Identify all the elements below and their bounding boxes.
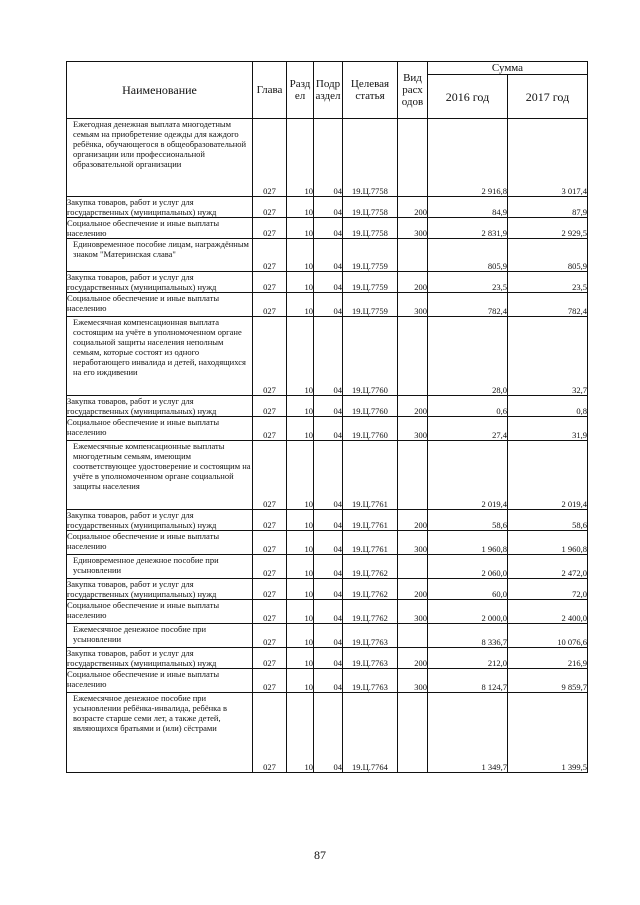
cell-razdel: 10	[287, 531, 314, 555]
table-row	[67, 293, 588, 317]
table-row	[67, 531, 588, 555]
cell-y2016: 28,0	[428, 317, 508, 396]
cell-razdel: 10	[287, 293, 314, 317]
cell-y2016: 805,9	[428, 239, 508, 272]
cell-y2016: 212,0	[428, 648, 508, 669]
cell-glava: 027	[253, 510, 287, 531]
cell-vid	[398, 317, 428, 396]
cell-vid	[398, 693, 428, 773]
cell-y2017: 72,0	[508, 579, 588, 600]
col-header-vid: Вид расх одов	[398, 62, 428, 119]
cell-glava: 027	[253, 317, 287, 396]
cell-razdel: 10	[287, 579, 314, 600]
cell-vid	[398, 119, 428, 197]
col-header-2016: 2016 год	[428, 75, 508, 119]
cell-glava: 027	[253, 579, 287, 600]
cell-podrazdel: 04	[314, 293, 343, 317]
cell-name: Ежегодная денежная выплата многодетным семьям на приобретение одежды для каждого ребёнка, обучающегося в общеобразовательной организации или профессиональной образовательной организации	[67, 119, 253, 197]
cell-razdel: 10	[287, 624, 314, 648]
cell-glava: 027	[253, 239, 287, 272]
cell-name: Социальное обеспечение и иные выплаты населению	[67, 531, 253, 555]
cell-target: 19.Ц.7759	[343, 293, 398, 317]
col-header-summa: Сумма	[428, 62, 588, 75]
cell-target: 19.Ц.7762	[343, 555, 398, 579]
cell-target: 19.Ц.7764	[343, 693, 398, 773]
cell-vid	[398, 441, 428, 510]
cell-name: Единовременное пособие лицам, награждённым знаком "Материнская слава"	[67, 239, 253, 272]
cell-y2017: 87,9	[508, 197, 588, 218]
cell-vid: 200	[398, 197, 428, 218]
cell-name: Закупка товаров, работ и услуг для государственных (муниципальных) нужд	[67, 510, 253, 531]
cell-vid	[398, 239, 428, 272]
cell-name: Закупка товаров, работ и услуг для государственных (муниципальных) нужд	[67, 396, 253, 417]
cell-y2017: 2 929,5	[508, 218, 588, 239]
cell-podrazdel: 04	[314, 396, 343, 417]
cell-glava: 027	[253, 197, 287, 218]
cell-y2016: 58,6	[428, 510, 508, 531]
cell-y2016: 782,4	[428, 293, 508, 317]
cell-glava: 027	[253, 693, 287, 773]
cell-vid: 300	[398, 417, 428, 441]
cell-razdel: 10	[287, 197, 314, 218]
cell-target: 19.Ц.7761	[343, 531, 398, 555]
cell-razdel: 10	[287, 239, 314, 272]
cell-glava: 027	[253, 648, 287, 669]
cell-podrazdel: 04	[314, 579, 343, 600]
cell-vid	[398, 624, 428, 648]
cell-y2017: 9 859,7	[508, 669, 588, 693]
cell-y2016: 1 960,8	[428, 531, 508, 555]
cell-name: Закупка товаров, работ и услуг для государственных (муниципальных) нужд	[67, 197, 253, 218]
cell-glava: 027	[253, 119, 287, 197]
table-body	[67, 119, 588, 773]
table-row	[67, 272, 588, 293]
cell-target: 19.Ц.7758	[343, 218, 398, 239]
cell-vid: 300	[398, 600, 428, 624]
cell-razdel: 10	[287, 648, 314, 669]
cell-vid: 300	[398, 293, 428, 317]
cell-y2017: 2 019,4	[508, 441, 588, 510]
cell-y2017: 805,9	[508, 239, 588, 272]
cell-glava: 027	[253, 441, 287, 510]
table-row	[67, 417, 588, 441]
cell-glava: 027	[253, 218, 287, 239]
table-row	[67, 648, 588, 669]
cell-vid: 200	[398, 272, 428, 293]
cell-y2016: 1 349,7	[428, 693, 508, 773]
cell-razdel: 10	[287, 119, 314, 197]
cell-glava: 027	[253, 555, 287, 579]
cell-y2016: 2 831,9	[428, 218, 508, 239]
cell-vid: 300	[398, 531, 428, 555]
cell-target: 19.Ц.7758	[343, 197, 398, 218]
cell-y2016: 0,6	[428, 396, 508, 417]
cell-y2016: 27,4	[428, 417, 508, 441]
cell-target: 19.Ц.7759	[343, 239, 398, 272]
cell-y2017: 0,8	[508, 396, 588, 417]
cell-target: 19.Ц.7760	[343, 396, 398, 417]
cell-y2016: 60,0	[428, 579, 508, 600]
cell-target: 19.Ц.7763	[343, 648, 398, 669]
cell-razdel: 10	[287, 555, 314, 579]
cell-podrazdel: 04	[314, 555, 343, 579]
cell-glava: 027	[253, 600, 287, 624]
cell-target: 19.Ц.7762	[343, 579, 398, 600]
cell-name: Закупка товаров, работ и услуг для государственных (муниципальных) нужд	[67, 579, 253, 600]
cell-vid	[398, 555, 428, 579]
cell-glava: 027	[253, 417, 287, 441]
cell-y2017: 2 472,0	[508, 555, 588, 579]
cell-razdel: 10	[287, 218, 314, 239]
table-row	[67, 555, 588, 579]
col-header-glava: Глава	[253, 62, 287, 119]
cell-razdel: 10	[287, 396, 314, 417]
table-row	[67, 579, 588, 600]
cell-vid: 200	[398, 510, 428, 531]
cell-name: Закупка товаров, работ и услуг для государственных (муниципальных) нужд	[67, 272, 253, 293]
cell-podrazdel: 04	[314, 669, 343, 693]
cell-podrazdel: 04	[314, 197, 343, 218]
col-header-2017: 2017 год	[508, 75, 588, 119]
cell-target: 19.Ц.7759	[343, 272, 398, 293]
cell-target: 19.Ц.7761	[343, 441, 398, 510]
cell-vid: 200	[398, 579, 428, 600]
cell-vid: 300	[398, 218, 428, 239]
table-row	[67, 119, 588, 197]
cell-y2016: 2 916,8	[428, 119, 508, 197]
col-header-podrazdel: Подр аздел	[314, 62, 343, 119]
cell-glava: 027	[253, 293, 287, 317]
cell-podrazdel: 04	[314, 441, 343, 510]
table-row	[67, 624, 588, 648]
cell-y2017: 2 400,0	[508, 600, 588, 624]
cell-y2016: 2 019,4	[428, 441, 508, 510]
cell-target: 19.Ц.7758	[343, 119, 398, 197]
cell-y2016: 23,5	[428, 272, 508, 293]
cell-podrazdel: 04	[314, 239, 343, 272]
cell-podrazdel: 04	[314, 218, 343, 239]
cell-glava: 027	[253, 624, 287, 648]
col-header-razdel: Разд ел	[287, 62, 314, 119]
cell-glava: 027	[253, 669, 287, 693]
cell-podrazdel: 04	[314, 317, 343, 396]
cell-target: 19.Ц.7763	[343, 624, 398, 648]
col-header-name: Наименование	[67, 62, 253, 119]
cell-razdel: 10	[287, 441, 314, 510]
cell-y2016: 2 000,0	[428, 600, 508, 624]
cell-name: Закупка товаров, работ и услуг для государственных (муниципальных) нужд	[67, 648, 253, 669]
cell-y2016: 8 124,7	[428, 669, 508, 693]
cell-y2017: 10 076,6	[508, 624, 588, 648]
budget-table	[66, 61, 588, 773]
page-number: 87	[314, 848, 326, 862]
table-row	[67, 197, 588, 218]
table-row	[67, 218, 588, 239]
cell-y2017: 58,6	[508, 510, 588, 531]
table-row	[67, 396, 588, 417]
cell-name: Ежемесячная компенсационная выплата состоящим на учёте в уполномоченном органе социальной защиты населения неполным семьям, которые состоят из одного неработающего инвалида и детей, находящихся на его иждивении	[67, 317, 253, 396]
cell-name: Социальное обеспечение и иные выплаты населению	[67, 669, 253, 693]
cell-podrazdel: 04	[314, 510, 343, 531]
cell-razdel: 10	[287, 272, 314, 293]
cell-razdel: 10	[287, 600, 314, 624]
cell-name: Социальное обеспечение и иные выплаты населению	[67, 417, 253, 441]
cell-podrazdel: 04	[314, 648, 343, 669]
cell-target: 19.Ц.7760	[343, 317, 398, 396]
cell-target: 19.Ц.7763	[343, 669, 398, 693]
cell-name: Ежемесячное денежное пособие при усыновлении ребёнка-инвалида, ребёнка в возрасте старше семи лет, а также детей, являющихся братьями и (или) сёстрами	[67, 693, 253, 773]
cell-target: 19.Ц.7761	[343, 510, 398, 531]
cell-name: Ежемесячное денежное пособие при усыновлении	[67, 624, 253, 648]
cell-y2017: 1 960,8	[508, 531, 588, 555]
cell-target: 19.Ц.7762	[343, 600, 398, 624]
cell-glava: 027	[253, 531, 287, 555]
cell-name: Социальное обеспечение и иные выплаты населению	[67, 218, 253, 239]
cell-podrazdel: 04	[314, 417, 343, 441]
table-row	[67, 317, 588, 396]
cell-y2016: 84,9	[428, 197, 508, 218]
cell-y2017: 32,7	[508, 317, 588, 396]
header-row-top	[67, 62, 588, 75]
cell-razdel: 10	[287, 669, 314, 693]
cell-target: 19.Ц.7760	[343, 417, 398, 441]
cell-y2017: 782,4	[508, 293, 588, 317]
cell-y2017: 216,9	[508, 648, 588, 669]
cell-name: Социальное обеспечение и иные выплаты населению	[67, 293, 253, 317]
table-row	[67, 239, 588, 272]
cell-y2016: 8 336,7	[428, 624, 508, 648]
cell-vid: 300	[398, 669, 428, 693]
cell-y2016: 2 060,0	[428, 555, 508, 579]
cell-podrazdel: 04	[314, 119, 343, 197]
cell-podrazdel: 04	[314, 272, 343, 293]
cell-y2017: 3 017,4	[508, 119, 588, 197]
cell-y2017: 31,9	[508, 417, 588, 441]
cell-glava: 027	[253, 272, 287, 293]
cell-name: Социальное обеспечение и иные выплаты населению	[67, 600, 253, 624]
cell-name: Единовременное денежное пособие при усыновлении	[67, 555, 253, 579]
cell-glava: 027	[253, 396, 287, 417]
cell-vid: 200	[398, 648, 428, 669]
cell-name: Ежемесячные компенсационные выплаты многодетным семьям, имеющим соответствующее удостоверение и состоящим на учёте в уполномоченном органе социальной защиты населения	[67, 441, 253, 510]
cell-razdel: 10	[287, 510, 314, 531]
table-row	[67, 510, 588, 531]
cell-podrazdel: 04	[314, 531, 343, 555]
cell-vid: 200	[398, 396, 428, 417]
cell-podrazdel: 04	[314, 600, 343, 624]
cell-podrazdel: 04	[314, 693, 343, 773]
cell-y2017: 23,5	[508, 272, 588, 293]
table-row	[67, 441, 588, 510]
cell-razdel: 10	[287, 693, 314, 773]
col-header-target: Целевая статья	[343, 62, 398, 119]
table-row	[67, 693, 588, 773]
cell-razdel: 10	[287, 317, 314, 396]
cell-razdel: 10	[287, 417, 314, 441]
table-row	[67, 600, 588, 624]
cell-y2017: 1 399,5	[508, 693, 588, 773]
cell-podrazdel: 04	[314, 624, 343, 648]
table-row	[67, 669, 588, 693]
